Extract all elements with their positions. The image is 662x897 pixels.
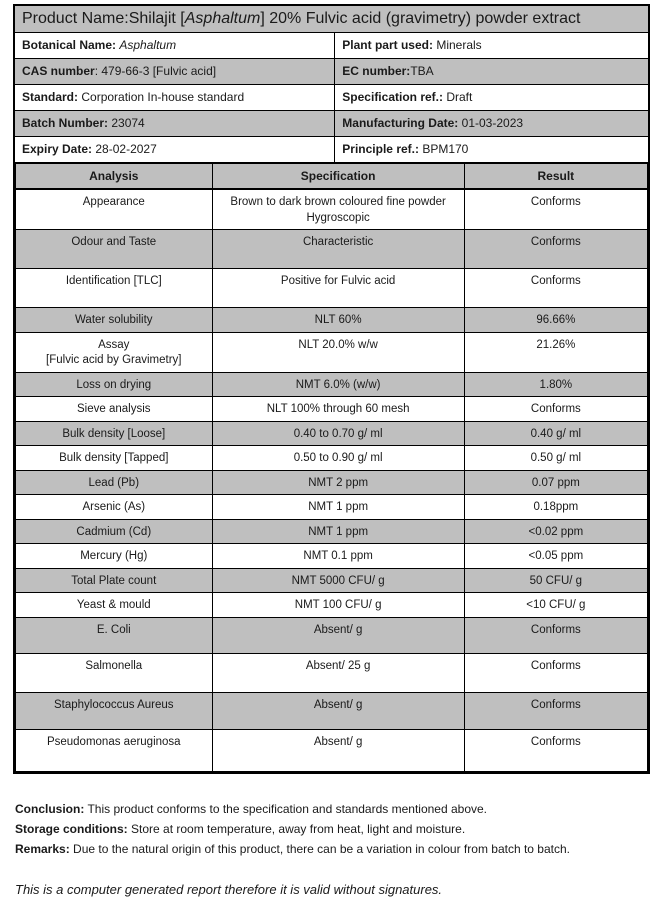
coa-document-table — [13, 4, 650, 774]
spec-cell: NMT 100 CFU/ g — [212, 593, 464, 618]
batch-mfg-row — [15, 111, 648, 137]
result-cell: <10 CFU/ g — [464, 593, 647, 618]
spec-cell: Absent/ g — [212, 617, 464, 653]
remarks-text: Due to the natural origin of this product, there can be a variation in colour from batch to batch. — [69, 841, 570, 856]
table-row — [16, 308, 648, 333]
table-row — [16, 332, 648, 372]
result-cell: Conforms — [464, 692, 647, 729]
analysis-cell: Appearance — [16, 189, 213, 230]
spec-cell: NMT 2 ppm — [212, 470, 464, 495]
table-row — [16, 230, 648, 269]
batch-number-value: 23074 — [108, 115, 145, 130]
table-row — [16, 519, 648, 544]
analysis-cell: Sieve analysis — [16, 397, 213, 422]
expiry-date-cell — [15, 137, 335, 162]
plant-part-value: Minerals — [432, 37, 482, 52]
table-row — [16, 470, 648, 495]
column-header-analysis: Analysis — [16, 164, 213, 190]
product-name-pre: Shilajit [ — [128, 10, 185, 27]
cas-number-cell — [15, 59, 335, 84]
spec-cell: Positive for Fulvic acid — [212, 269, 464, 308]
analysis-cell: Mercury (Hg) — [16, 544, 213, 569]
analysis-cell: Assay [Fulvic acid by Gravimetry] — [16, 332, 213, 372]
spec-cell: NMT 0.1 ppm — [212, 544, 464, 569]
spec-cell: Absent/ g — [212, 729, 464, 771]
storage-conditions-text: Store at room temperature, away from heat, light and moisture. — [127, 821, 466, 836]
analysis-cell: Arsenic (As) — [16, 495, 213, 520]
analysis-cell: Water solubility — [16, 308, 213, 333]
expiry-principle-row — [15, 137, 648, 163]
result-cell: Conforms — [464, 230, 647, 269]
spec-cell: NMT 5000 CFU/ g — [212, 568, 464, 593]
table-row — [16, 729, 648, 771]
ec-number-label: EC number: — [342, 63, 411, 78]
botanical-name-value: Asphaltum — [116, 37, 177, 52]
spec-cell: Characteristic — [212, 230, 464, 269]
cas-number-value: : 479-66-3 [Fulvic acid] — [94, 63, 217, 78]
table-row — [16, 593, 648, 618]
table-row — [16, 189, 648, 230]
spec-cell: NLT 60% — [212, 308, 464, 333]
standard-specref-row — [15, 85, 648, 111]
mfg-date-value: 01-03-2023 — [458, 115, 524, 130]
spec-cell: Brown to dark brown coloured fine powder Hygroscopic — [212, 189, 464, 230]
analysis-table-body — [16, 189, 648, 771]
product-name-cell — [15, 6, 648, 32]
conclusion-label: Conclusion: — [15, 801, 85, 816]
result-cell: 50 CFU/ g — [464, 568, 647, 593]
table-row — [16, 495, 648, 520]
analysis-cell: Staphylococcus Aureus — [16, 692, 213, 729]
result-cell: 0.07 ppm — [464, 470, 647, 495]
analysis-cell: Pseudomonas aeruginosa — [16, 729, 213, 771]
table-row — [16, 544, 648, 569]
spec-cell: 0.40 to 0.70 g/ ml — [212, 421, 464, 446]
storage-conditions-line — [15, 819, 650, 839]
ec-number-value: TBA — [410, 63, 434, 78]
spec-cell: Absent/ 25 g — [212, 653, 464, 692]
spec-cell: NLT 100% through 60 mesh — [212, 397, 464, 422]
spec-cell: 0.50 to 0.90 g/ ml — [212, 446, 464, 471]
spec-ref-cell — [335, 85, 648, 110]
table-row — [16, 446, 648, 471]
table-row — [16, 692, 648, 729]
standard-label: Standard: — [22, 89, 79, 104]
plant-part-label: Plant part used: — [342, 37, 433, 52]
result-cell: Conforms — [464, 269, 647, 308]
product-name-post: ] 20% Fulvic acid (gravimetry) powder extract — [260, 10, 581, 27]
signature-note: This is a computer generated report therefore it is valid without signatures. — [15, 881, 443, 897]
result-cell: <0.05 ppm — [464, 544, 647, 569]
standard-cell — [15, 85, 335, 110]
result-cell: Conforms — [464, 189, 647, 230]
table-row — [16, 421, 648, 446]
table-row — [16, 568, 648, 593]
batch-number-cell — [15, 111, 335, 136]
analysis-cell: Bulk density [Tapped] — [16, 446, 213, 471]
principle-ref-label: Principle ref.: — [342, 141, 419, 156]
column-header-specification: Specification — [212, 164, 464, 190]
footer-notes — [13, 799, 650, 859]
ec-number-cell — [335, 59, 648, 84]
analysis-cell: Odour and Taste — [16, 230, 213, 269]
spec-cell: Absent/ g — [212, 692, 464, 729]
table-row — [16, 397, 648, 422]
standard-value: Corporation In-house standard — [78, 89, 245, 104]
spec-ref-label: Specification ref.: — [342, 89, 443, 104]
analysis-table — [15, 163, 648, 772]
batch-number-label: Batch Number: — [22, 115, 109, 130]
analysis-header-row — [16, 164, 648, 190]
result-cell: 21.26% — [464, 332, 647, 372]
table-row — [16, 372, 648, 397]
spec-cell: NMT 1 ppm — [212, 495, 464, 520]
expiry-date-label: Expiry Date: — [22, 141, 93, 156]
analysis-cell: Cadmium (Cd) — [16, 519, 213, 544]
analysis-cell: Yeast & mould — [16, 593, 213, 618]
result-cell: Conforms — [464, 397, 647, 422]
table-row — [16, 617, 648, 653]
analysis-cell: Salmonella — [16, 653, 213, 692]
product-name-row — [15, 6, 648, 33]
principle-ref-cell — [335, 137, 648, 162]
result-cell: 1.80% — [464, 372, 647, 397]
result-cell: <0.02 ppm — [464, 519, 647, 544]
conclusion-text: This product conforms to the specification and standards mentioned above. — [84, 801, 488, 816]
analysis-cell: Total Plate count — [16, 568, 213, 593]
result-cell: Conforms — [464, 729, 647, 771]
product-name-label: Product Name: — [22, 10, 129, 27]
analysis-cell: Bulk density [Loose] — [16, 421, 213, 446]
storage-conditions-label: Storage conditions: — [15, 821, 128, 836]
spec-cell: NLT 20.0% w/w — [212, 332, 464, 372]
botanical-row — [15, 33, 648, 59]
mfg-date-cell — [335, 111, 648, 136]
analysis-cell: Identification [TLC] — [16, 269, 213, 308]
conclusion-line — [15, 799, 650, 819]
analysis-cell: E. Coli — [16, 617, 213, 653]
expiry-date-value: 28-02-2027 — [92, 141, 157, 156]
result-cell: 0.40 g/ ml — [464, 421, 647, 446]
table-row — [16, 653, 648, 692]
spec-cell: NMT 6.0% (w/w) — [212, 372, 464, 397]
spec-ref-value: Draft — [442, 89, 473, 104]
remarks-label: Remarks: — [15, 841, 70, 856]
result-cell: 0.50 g/ ml — [464, 446, 647, 471]
analysis-cell: Loss on drying — [16, 372, 213, 397]
botanical-name-cell — [15, 33, 335, 58]
cas-number-label: CAS number — [22, 63, 95, 78]
analysis-cell: Lead (Pb) — [16, 470, 213, 495]
table-row — [16, 269, 648, 308]
column-header-result: Result — [464, 164, 647, 190]
mfg-date-label: Manufacturing Date: — [342, 115, 459, 130]
plant-part-cell — [335, 33, 648, 58]
cas-ec-row — [15, 59, 648, 85]
result-cell: 0.18ppm — [464, 495, 647, 520]
result-cell: Conforms — [464, 653, 647, 692]
result-cell: 96.66% — [464, 308, 647, 333]
botanical-name-label: Botanical Name: — [22, 37, 117, 52]
result-cell: Conforms — [464, 617, 647, 653]
principle-ref-value: BPM170 — [418, 141, 469, 156]
product-name-italic: Asphaltum — [184, 10, 261, 27]
spec-cell: NMT 1 ppm — [212, 519, 464, 544]
